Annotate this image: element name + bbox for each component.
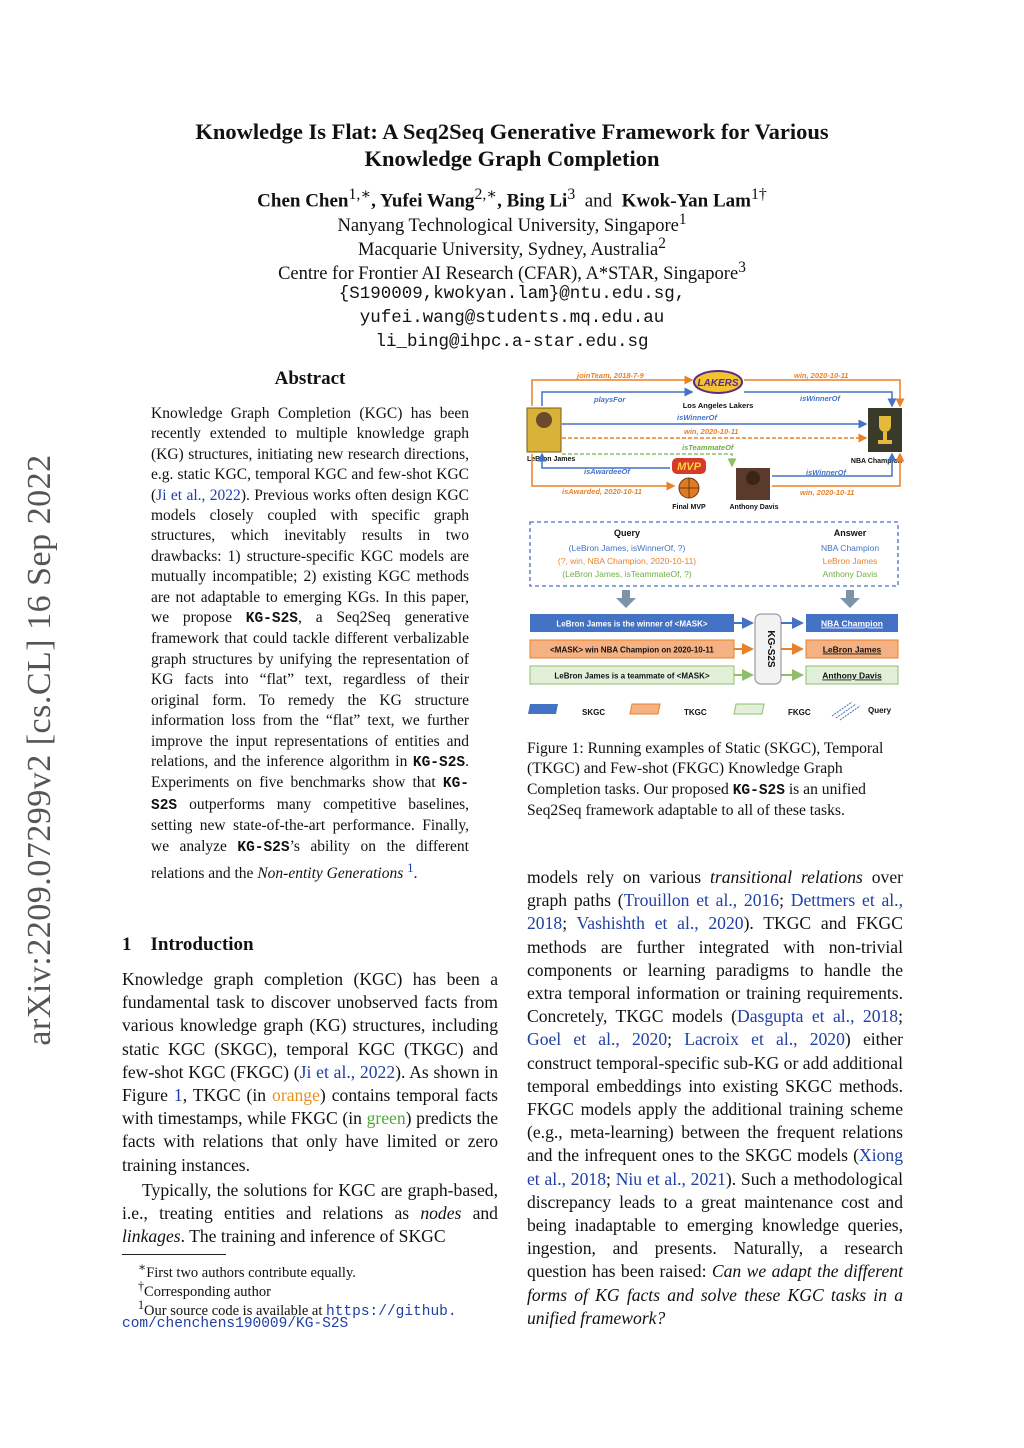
node-nba-champion: NBA Champion bbox=[850, 458, 902, 465]
author-3: Bing Li bbox=[506, 190, 568, 212]
output-fkgc: Anthony Davis bbox=[822, 670, 882, 681]
github-link[interactable]: https://github. bbox=[326, 1303, 457, 1320]
node-final-mvp: Final MVP bbox=[672, 504, 706, 511]
label-winner-center: isWinnerOf bbox=[677, 413, 717, 422]
intro-paragraph-1: Knowledge graph completion (KGC) has been a fundamental task to discover unobserved facts from various knowledge graph (KG) structures, including static KGC (SKGC), temporal KGC (TKGC) and few-shot KGC (FKGC) (Ji et al., 2022). As shown in Figure 1, TKGC (in orange) contains temporal facts with timestamps, while FKGC (in green) predicts the facts with relations that only have limited or zero training instances. bbox=[122, 969, 499, 1175]
title-line-1: Knowledge Is Flat: A Seq2Seq Generative Framework for Various bbox=[195, 119, 829, 144]
title-line-2: Knowledge Graph Completion bbox=[364, 146, 660, 171]
legend-fkgc-swatch bbox=[734, 704, 764, 714]
paper-title bbox=[120, 118, 904, 172]
citation-link[interactable]: Goel et al., 2020 bbox=[527, 1029, 668, 1050]
affiliation-2: Macquarie University, Sydney, Australia$^2$ bbox=[358, 235, 666, 261]
query-1: (LeBron James, isWinnerOf, ?) bbox=[568, 543, 686, 553]
author-list: Chen Chen$^{1,∗}$, Yufei Wang$^{2,∗}$, Bing Li$^3$ and Kwok-Yan Lam$^{1\dagger}$ bbox=[257, 186, 767, 212]
citation-link[interactable]: Vashishth et al., 2020 bbox=[576, 913, 744, 934]
footnote-ref[interactable]: 1 bbox=[407, 859, 414, 875]
citation-link[interactable]: Ji et al., 2022 bbox=[299, 1061, 396, 1082]
legend-tkgc: TKGC bbox=[684, 708, 707, 717]
citation-link[interactable]: Trouillon et al., 2016 bbox=[623, 890, 780, 911]
citation-link[interactable]: Lacroix et al., 2020 bbox=[684, 1029, 845, 1050]
query-answer-box bbox=[530, 522, 898, 586]
answer-1: NBA Champion bbox=[820, 543, 880, 553]
citation-link[interactable]: Niu et al., 2021 bbox=[615, 1168, 726, 1189]
input-skgc: LeBron James is the winner of <MASK> bbox=[556, 619, 708, 629]
author-and: and bbox=[584, 190, 613, 212]
author-3-sup: 3 bbox=[567, 186, 576, 203]
figure-1-diagram bbox=[522, 364, 908, 724]
citation-link[interactable]: Xiong et al., 2018 bbox=[527, 1145, 903, 1189]
kg-graph bbox=[527, 371, 902, 511]
model-pipeline bbox=[530, 614, 898, 684]
figure-legend bbox=[528, 702, 892, 720]
citation-link[interactable]: Dettmers et al., 2018 bbox=[527, 890, 903, 934]
down-arrow-left-icon bbox=[616, 590, 636, 608]
right-column-paragraph: models rely on various transitional relations over graph paths (Trouillon et al., 2016; Dettmers et al., 2018; Vashishth et al., 2020). TKGC and FKGC methods are further integrated with non-trivial components or learning paradigms to handle the extra temporal information or training requirements. Concretely, TKGC models (Dasgupta et al., 2018; Goel et al., 2020; Lacroix et al., 2020) either construct temporal-specific sub-KG or add additional temporal embeddings into existing SKGC methods. FKGC models apply the additional training scheme (e.g., meta-learning) between the frequent relations and the infrequent ones to the SKGC models (Xiong et al., 2018; Niu et al., 2021). Such a methodological discrepancy leads to a great maintenance cost and being inadaptable to emerging knowledge queries, ingestion, and presents. Naturally, a research question has been raised: Can we adapt the different forms of KG facts and solve these KGC tasks in a unified framework? bbox=[527, 867, 904, 1328]
model-name: KG-S2S bbox=[245, 611, 298, 628]
section-heading: 1 Introduction bbox=[122, 934, 254, 955]
affiliation-3: Centre for Frontier AI Research (CFAR), A*STAR, Singapore$^3$ bbox=[278, 259, 746, 285]
label-awardee: isAwardeeOf bbox=[584, 467, 630, 476]
label-winner-right: isWinnerOf bbox=[800, 394, 840, 403]
ad-head-icon bbox=[746, 471, 760, 485]
author-1-sup: 1,∗ bbox=[348, 186, 372, 203]
author-4-sup: 1† bbox=[751, 186, 767, 203]
footnote-1: ∗First two authors contribute equally. bbox=[138, 1260, 356, 1281]
legend-fkgc: FKGC bbox=[788, 708, 811, 717]
legend-skgc-swatch bbox=[528, 704, 558, 714]
legend-query: Query bbox=[868, 706, 892, 715]
label-join-team: joinTeam, 2018-7-9 bbox=[577, 371, 644, 380]
author-2: Yufei Wang bbox=[379, 190, 475, 212]
label-win-top: win, 2020-10-11 bbox=[794, 371, 849, 380]
author-1: Chen Chen bbox=[257, 190, 349, 212]
input-tkgc: <MASK> win NBA Champion on 2020-10-11 bbox=[550, 645, 714, 655]
email-line-3: li_bing@ihpc.a-star.edu.sg bbox=[375, 332, 649, 352]
figure-1 bbox=[522, 364, 908, 724]
label-ad-win: win, 2020-10-11 bbox=[800, 488, 855, 497]
label-plays-for: playsFor bbox=[594, 395, 626, 404]
output-tkgc: LeBron James bbox=[822, 644, 882, 655]
lakers-logo-text: LAKERS bbox=[697, 378, 739, 389]
edge-teammate bbox=[562, 454, 732, 466]
node-lakers: Los Angeles Lakers bbox=[682, 401, 754, 410]
answer-3: Anthony Davis bbox=[822, 569, 878, 579]
query-heading: Query bbox=[613, 528, 641, 538]
legend-skgc: SKGC bbox=[582, 708, 606, 717]
node-anthony-davis: Anthony Davis bbox=[729, 504, 779, 511]
query-3: (LeBron James, isTeammateOf, ?) bbox=[562, 569, 692, 579]
author-2-sup: 2,∗ bbox=[474, 186, 498, 203]
label-ad-winner: isWinnerOf bbox=[806, 468, 846, 477]
label-awarded: isAwarded, 2020-10-11 bbox=[562, 487, 642, 496]
answer-heading: Answer bbox=[833, 528, 867, 538]
footnote-3: $^1$Our source code is available at https://github. bbox=[138, 1298, 457, 1320]
legend-tkgc-swatch bbox=[630, 704, 660, 714]
mvp-logo-text: MVP bbox=[677, 461, 701, 473]
lebron-head-icon bbox=[536, 412, 552, 428]
arxiv-id[interactable]: arXiv:2209.07299v2 [cs.CL] 16 Sep 2022 bbox=[21, 454, 58, 1046]
citation-link[interactable]: Ji et al., 2022 bbox=[156, 486, 241, 504]
footnote-2: †Corresponding author bbox=[138, 1279, 271, 1300]
query-2: (?, win, NBA Champion, 2020-10-11) bbox=[557, 556, 697, 566]
intro-paragraph-2: Typically, the solutions for KGC are graph-based, i.e., treating entities and relations as nodes and linkages. The training and inference of SKGC bbox=[122, 1180, 498, 1247]
footnote-rule bbox=[122, 1254, 226, 1255]
abstract-text: Knowledge Graph Completion (KGC) has been recently extended to multiple knowledge graph (KG) structures, initiating new research directions, e.g. static KGC, temporal KGC and few-shot KGC (Ji et al., 2022). Previous works often design KGC models closely coupled with specific graph structures, which inevitably results in two drawbacks: 1) structure-specific KGC models are mutually incompatible; 2) existing KGC methods are not adaptable to emerging KGs. In this paper, we propose KG-S2S, a Seq2Seq generative framework that could tackle different verbalizable graph structures by unifying the representation of KG facts into “flat” text, regardless of their original form. To remedy the KG structure information loss from the “flat” text, we further improve the input representations of entities and relations, and the inference algorithm in KG-S2S. Experiments on five benchmarks show that KG-S2S outperforms many competitive baselines, setting new state-of-the-art performance. Finally, we analyze KG-S2S’s ability on the different relations and the Non-entity Generations $^1$. bbox=[151, 405, 469, 883]
figure-1-caption: Figure 1: Running examples of Static (SKGC), Temporal (TKGC) and Few-shot (FKGC) Knowledge Graph Completion tasks. Our proposed KG-S2S is an unified Seq2Seq framework adaptable to all of these tasks. bbox=[527, 740, 884, 820]
email-line-2: yufei.wang@students.mq.edu.au bbox=[359, 308, 665, 328]
legend-query-arrows-icon bbox=[832, 702, 860, 720]
arxiv-sidebar bbox=[10, 440, 70, 1060]
kg-s2s-model-label: KG-S2S bbox=[765, 630, 776, 668]
label-win-mid: win, 2020-10-11 bbox=[684, 427, 739, 436]
down-arrow-right-icon bbox=[840, 590, 860, 608]
github-link-cont[interactable]: com/chenchens190009/KG-S2S bbox=[122, 1316, 349, 1332]
figure-ref-link[interactable]: 1 bbox=[173, 1085, 183, 1106]
node-lebron: LeBron James bbox=[527, 456, 576, 463]
input-fkgc: LeBron James is a teammate of <MASK> bbox=[554, 671, 710, 681]
abstract-heading: Abstract bbox=[274, 368, 346, 389]
affiliation-1: Nanyang Technological University, Singapore$^1$ bbox=[337, 211, 687, 237]
citation-link[interactable]: Dasgupta et al., 2018 bbox=[736, 1006, 899, 1027]
email-line-1: {S190009,kwokyan.lam}@ntu.edu.sg, bbox=[338, 284, 686, 304]
label-teammate: isTeammateOf bbox=[682, 443, 734, 452]
answer-2: LeBron James bbox=[822, 556, 878, 566]
author-4: Kwok-Yan Lam bbox=[621, 190, 751, 212]
caption-model-name: KG-S2S bbox=[732, 782, 785, 799]
output-skgc: NBA Champion bbox=[820, 618, 884, 629]
